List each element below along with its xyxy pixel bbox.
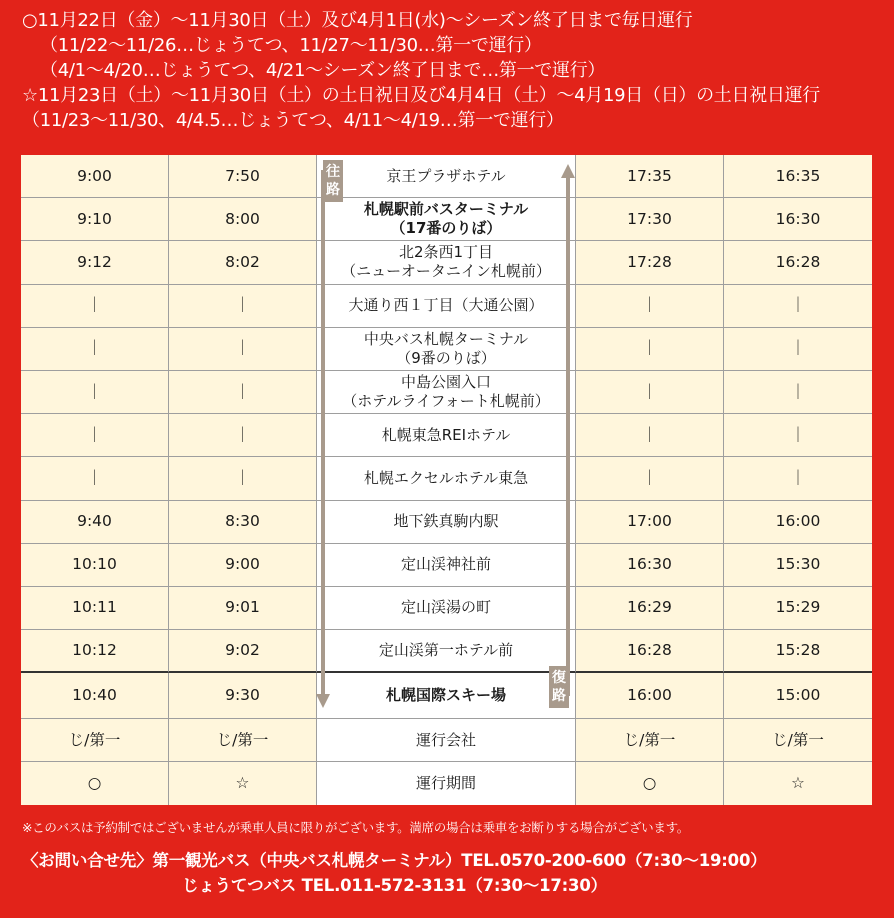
time-cell: じ/第一 (576, 719, 724, 762)
stop-name-cell: 札幌東急REIホテル (317, 414, 576, 457)
time-cell: 16:30 (724, 198, 872, 241)
time-cell: 16:28 (724, 241, 872, 284)
time-cell: ｜ (724, 414, 872, 457)
notes-line-circle-detail-1: （11/22～11/26…じょうてつ、11/27～11/30…第一で運行） (40, 35, 542, 56)
time-cell: 8:00 (169, 198, 317, 241)
time-cell: 9:00 (21, 155, 169, 198)
time-cell: 10:10 (21, 544, 169, 587)
stop-name-cell: 中島公園入口 （ホテルライフォート札幌前） (317, 371, 576, 414)
stop-name-cell: 中央バス札幌ターミナル （9番のりば） (317, 328, 576, 371)
time-cell: 17:00 (576, 501, 724, 544)
time-cell: 16:35 (724, 155, 872, 198)
time-cell: ｜ (21, 328, 169, 371)
time-cell: ｜ (21, 371, 169, 414)
time-cell: ｜ (724, 457, 872, 500)
time-cell: ｜ (724, 328, 872, 371)
time-cell: 7:50 (169, 155, 317, 198)
time-cell: 9:10 (21, 198, 169, 241)
stop-name-cell: 定山渓湯の町 (317, 587, 576, 630)
time-cell: ｜ (576, 414, 724, 457)
stop-name-cell: 札幌エクセルホテル東急 (317, 457, 576, 500)
time-cell: ○ (21, 762, 169, 805)
time-cell: 8:02 (169, 241, 317, 284)
time-cell: じ/第一 (169, 719, 317, 762)
time-cell: じ/第一 (724, 719, 872, 762)
stop-name-cell: 定山渓神社前 (317, 544, 576, 587)
time-cell: 16:00 (576, 673, 724, 719)
return-label: 復路 (549, 666, 569, 708)
time-cell: 16:28 (576, 630, 724, 673)
time-cell: 17:35 (576, 155, 724, 198)
time-cell: 9:02 (169, 630, 317, 673)
return-arrow-head-icon (561, 164, 575, 178)
stop-name-cell: 運行会社 (317, 719, 576, 762)
time-cell: 15:00 (724, 673, 872, 719)
time-cell: ｜ (576, 285, 724, 328)
time-cell: 17:30 (576, 198, 724, 241)
time-cell: 9:01 (169, 587, 317, 630)
time-cell: 10:12 (21, 630, 169, 673)
time-cell: ｜ (724, 285, 872, 328)
notes-line-circle-detail-2: （4/1～4/20…じょうてつ、4/21～シーズン終了日まで…第一で運行） (40, 60, 606, 81)
time-cell: ○ (576, 762, 724, 805)
time-cell: 16:00 (724, 501, 872, 544)
outbound-label: 往路 (323, 160, 343, 202)
stop-name-cell: 京王プラザホテル (317, 155, 576, 198)
stop-name-cell: 札幌国際スキー場 (317, 673, 576, 719)
contact-line-jotetsu: じょうてつバス TEL.011-572-3131（7:30～17:30） (182, 876, 607, 895)
contact-info (22, 848, 767, 898)
time-cell: ｜ (169, 371, 317, 414)
time-cell: ｜ (724, 371, 872, 414)
stop-name-cell: 地下鉄真駒内駅 (317, 501, 576, 544)
time-cell: ｜ (576, 371, 724, 414)
time-cell: ☆ (724, 762, 872, 805)
time-cell: 16:30 (576, 544, 724, 587)
time-cell: ｜ (169, 414, 317, 457)
stop-name-cell: 定山渓第一ホテル前 (317, 630, 576, 673)
return-arrow-line (566, 176, 570, 696)
notes-line-circle: ○11月22日（金）～11月30日（土）及び4月1日(水)～シーズン終了日まで毎日運行 (22, 10, 693, 31)
time-cell: ☆ (169, 762, 317, 805)
time-cell: ｜ (21, 285, 169, 328)
time-cell: ｜ (576, 328, 724, 371)
time-cell: ｜ (169, 328, 317, 371)
time-cell: 15:29 (724, 587, 872, 630)
time-cell: 8:30 (169, 501, 317, 544)
time-cell: 9:40 (21, 501, 169, 544)
notes-line-star-detail: （11/23～11/30、4/4.5…じょうてつ、4/11～4/19…第一で運行） (22, 110, 564, 131)
outbound-arrow-head-icon (316, 694, 330, 708)
stop-name-cell: 大通り西１丁目（大通公園） (317, 285, 576, 328)
time-cell: ｜ (21, 457, 169, 500)
reservation-note: ※このバスは予約制ではございませんが乗車人員に限りがございます。満席の場合は乗車をお断りする場合がございます。 (22, 820, 689, 835)
contact-line-daiichi: 〈お問い合せ先〉第一観光バス（中央バス札幌ターミナル）TEL.0570-200-600（7:30～19:00） (22, 851, 767, 870)
time-cell: 17:28 (576, 241, 724, 284)
time-cell: 15:30 (724, 544, 872, 587)
time-cell: 10:11 (21, 587, 169, 630)
time-cell: じ/第一 (21, 719, 169, 762)
stop-name-cell: 北2条西1丁目 （ニューオータニイン札幌前） (317, 241, 576, 284)
time-cell: 9:00 (169, 544, 317, 587)
time-cell: ｜ (169, 457, 317, 500)
stop-name-cell: 札幌駅前バスターミナル （17番のりば） (317, 198, 576, 241)
outbound-arrow-line (321, 170, 325, 697)
timetable (21, 155, 872, 805)
time-cell: 10:40 (21, 673, 169, 719)
notes-line-star: ☆11月23日（土）～11月30日（土）の土日祝日及び4月4日（土）～4月19日（日）の土日祝日運行 (22, 85, 821, 106)
time-cell: ｜ (576, 457, 724, 500)
time-cell: ｜ (21, 414, 169, 457)
time-cell: 9:12 (21, 241, 169, 284)
time-cell: 16:29 (576, 587, 724, 630)
time-cell: ｜ (169, 285, 317, 328)
time-cell: 9:30 (169, 673, 317, 719)
service-notes (22, 8, 882, 133)
time-cell: 15:28 (724, 630, 872, 673)
stop-name-cell: 運行期間 (317, 762, 576, 805)
